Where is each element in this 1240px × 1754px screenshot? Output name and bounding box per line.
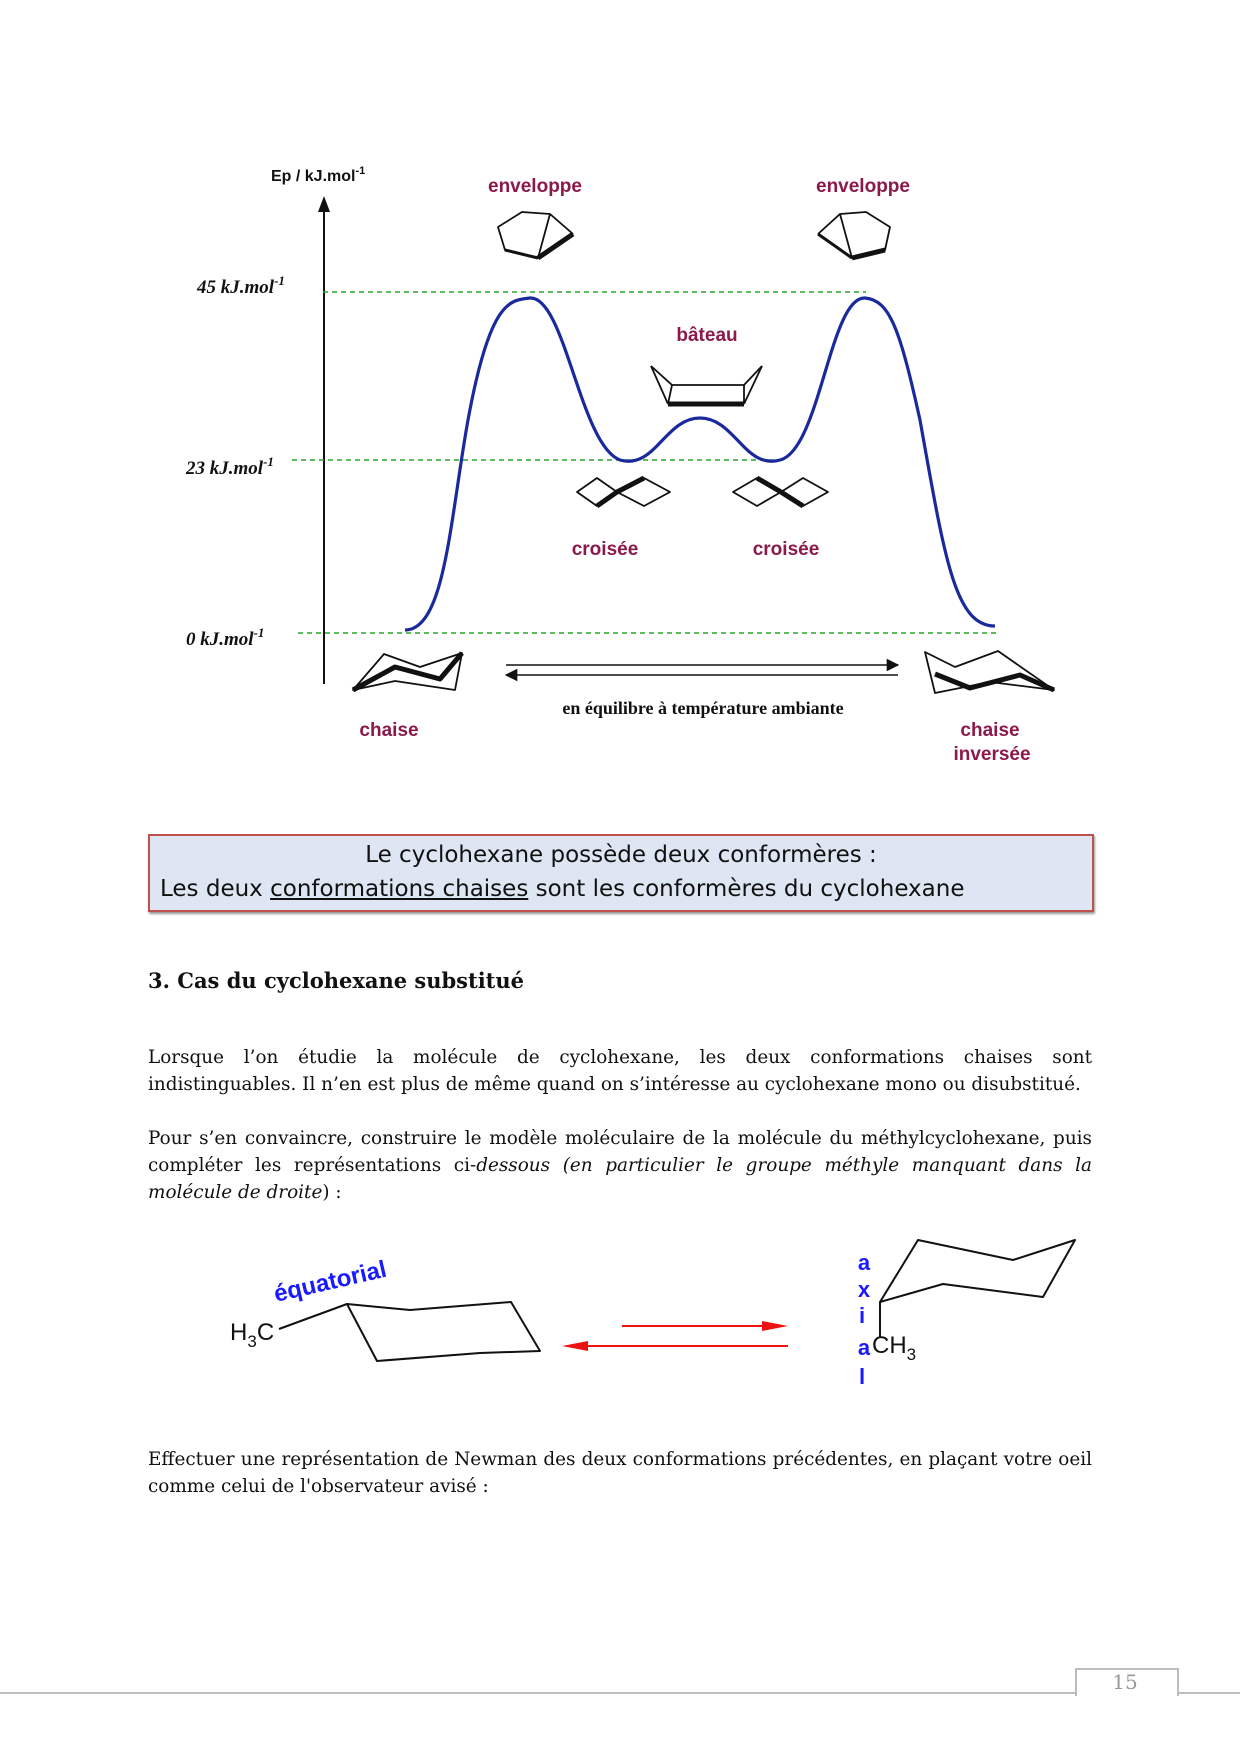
chair-equatorial-molecule (279, 1302, 540, 1361)
chair-molecule-right (925, 651, 1054, 693)
summary-underlined-term: conformations chaises (270, 876, 529, 902)
level-label-0: 0 kJ.mol$^{-1}$ (186, 625, 265, 650)
methyl-equilibrium-arrows (562, 1321, 788, 1351)
boat-molecule (651, 366, 762, 404)
equilibrium-label: en équilibre à température ambiante (562, 698, 844, 718)
envelope-molecule-left (498, 212, 573, 258)
equatorial-label: équatorial (271, 1255, 390, 1308)
summary-line-1: Le cyclohexane possède deux conformères : (365, 842, 877, 868)
paragraph-3: Effectuer une représentation de Newman des deux conformations précédentes, en plaçant votre oeil comme celui de l'observateur avisé : (148, 1449, 1092, 1497)
envelope-molecule-right (818, 212, 890, 258)
summary-box (148, 834, 1094, 912)
chair-axial-molecule (880, 1240, 1075, 1338)
axial-letter: x (857, 1277, 871, 1302)
axial-letter: i (858, 1303, 866, 1328)
energy-curve (405, 298, 995, 630)
twist-label-right: croisée (752, 539, 820, 560)
summary-line-2: Les deux conformations chaises sont les conformères du cyclohexane (160, 876, 965, 902)
chair-label-left: chaise (359, 720, 419, 741)
chair-label-right-line2: inversée (953, 744, 1031, 765)
axial-label (858, 1250, 871, 1389)
axial-methyl-group: $CH_3$ (872, 1332, 917, 1364)
paragraph-2: Pour s’en convaincre, construire le modèle moléculaire de la molécule du méthylcyclohexane, puis compléter les représentations ci-dessous (en particulier le groupe méthyle manquant dans la molécule de droite) : (148, 1128, 1093, 1203)
boat-label: bâteau (676, 325, 738, 346)
equatorial-methyl-group: $H_3C$ (230, 1319, 275, 1351)
energy-level-lines (292, 292, 1000, 633)
section-title: 3. Cas du cyclohexane substitué (148, 968, 525, 993)
footer-rule (0, 1692, 1240, 1694)
envelope-label-right: enveloppe (816, 176, 910, 197)
chair-molecule-left (353, 653, 462, 690)
page-number: 15 (1112, 1670, 1138, 1694)
twist-label-left: croisée (571, 539, 639, 560)
axial-letter: a (857, 1335, 871, 1360)
twist-molecule-right (733, 478, 828, 506)
methylcyclohexane-figure (0, 1220, 1240, 1410)
equilibrium-arrows (506, 665, 898, 675)
twist-molecule-left (577, 478, 670, 506)
energy-axis-label: Ep / kJ.mol$^{-1}$ (271, 165, 366, 185)
paragraph-1: Lorsque l’on étudie la molécule de cyclohexane, les deux conformations chaises sont indistinguables. Il n’en est plus de même quand on s’intéresse au cyclohexane mono ou disubstitué. (148, 1047, 1092, 1095)
axial-letter: l (858, 1364, 866, 1389)
axial-letter: a (857, 1250, 871, 1275)
energy-diagram (0, 0, 1240, 800)
level-label-45: 45 kJ.mol$^{-1}$ (197, 273, 285, 298)
envelope-label-left: enveloppe (488, 176, 582, 197)
energy-axis (318, 196, 330, 684)
level-label-23: 23 kJ.mol$^{-1}$ (186, 454, 274, 479)
chair-label-right-line1: chaise (960, 720, 1020, 741)
